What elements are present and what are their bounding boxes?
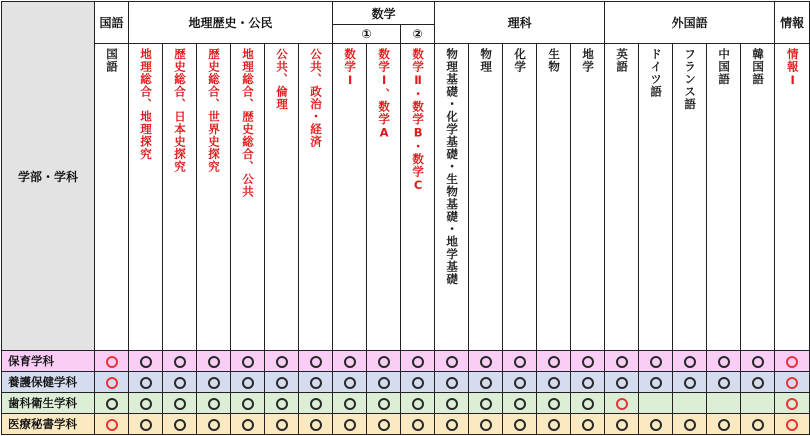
mark-cell xyxy=(571,414,605,435)
mark-cell xyxy=(163,414,197,435)
table-row xyxy=(2,372,810,393)
mark-cell xyxy=(503,393,537,414)
circle-mark-icon xyxy=(718,419,730,431)
mark-cell xyxy=(265,372,299,393)
circle-mark-icon xyxy=(446,377,458,389)
subject-header xyxy=(231,44,265,351)
circle-mark-icon xyxy=(106,356,118,368)
circle-mark-icon xyxy=(140,419,152,431)
circle-mark-icon xyxy=(514,419,526,431)
mark-cell xyxy=(95,351,129,372)
circle-mark-icon xyxy=(582,356,594,368)
subject-header xyxy=(95,44,129,351)
group-header-japanese: 国語 xyxy=(95,2,129,44)
mark-cell xyxy=(605,393,639,414)
circle-mark-icon xyxy=(650,419,662,431)
circle-mark-icon xyxy=(446,356,458,368)
circle-mark-icon xyxy=(480,419,492,431)
department-name: 養護保健学科 xyxy=(2,372,95,393)
mark-cell xyxy=(367,414,401,435)
mark-cell xyxy=(537,393,571,414)
subject-label: 歴史総合、日本史探究 xyxy=(173,48,187,173)
mark-cell xyxy=(639,351,673,372)
circle-mark-icon xyxy=(514,398,526,410)
mark-cell xyxy=(367,372,401,393)
department-rows xyxy=(2,351,810,435)
subject-header xyxy=(537,44,571,351)
mark-cell xyxy=(537,351,571,372)
circle-mark-icon xyxy=(276,377,288,389)
mark-cell xyxy=(741,372,775,393)
circle-mark-icon xyxy=(344,419,356,431)
mark-cell xyxy=(469,414,503,435)
circle-mark-icon xyxy=(514,377,526,389)
circle-mark-icon xyxy=(548,377,560,389)
subject-label: 数学Ⅰ、数学A xyxy=(377,48,392,141)
circle-mark-icon xyxy=(208,377,220,389)
circle-mark-icon xyxy=(786,398,798,410)
math-subgroup-2: ② xyxy=(401,25,435,44)
circle-mark-icon xyxy=(276,419,288,431)
mark-cell xyxy=(265,351,299,372)
circle-mark-icon xyxy=(548,398,560,410)
mark-cell xyxy=(129,414,163,435)
circle-mark-icon xyxy=(174,398,186,410)
group-header-foreign-language: 外国語 xyxy=(605,2,775,44)
mark-cell xyxy=(469,393,503,414)
subject-label: 数学Ⅱ・数学B・数学C xyxy=(411,48,426,193)
circle-mark-icon xyxy=(446,398,458,410)
circle-mark-icon xyxy=(310,398,322,410)
subject-header xyxy=(673,44,707,351)
mark-cell xyxy=(707,393,741,414)
subject-label: 物理基礎・化学基礎・生物基礎・地学基礎 xyxy=(445,48,460,286)
circle-mark-icon xyxy=(616,356,628,368)
mark-cell xyxy=(503,414,537,435)
subject-label: 地理総合、地理探究 xyxy=(139,48,153,161)
circle-mark-icon xyxy=(242,377,254,389)
mark-cell xyxy=(639,393,673,414)
circle-mark-icon xyxy=(582,377,594,389)
circle-mark-icon xyxy=(752,356,764,368)
circle-mark-icon xyxy=(242,419,254,431)
mark-cell xyxy=(435,393,469,414)
mark-cell xyxy=(435,372,469,393)
table-row xyxy=(2,414,810,435)
subject-header xyxy=(299,44,333,351)
mark-cell xyxy=(537,414,571,435)
circle-mark-icon xyxy=(650,377,662,389)
circle-mark-icon xyxy=(718,356,730,368)
circle-mark-icon xyxy=(514,356,526,368)
circle-mark-icon xyxy=(412,398,424,410)
subject-label: 歴史総合、世界史探究 xyxy=(207,48,221,173)
mark-cell xyxy=(503,372,537,393)
mark-cell xyxy=(299,393,333,414)
mark-cell xyxy=(299,351,333,372)
mark-cell xyxy=(571,351,605,372)
department-name: 歯科衛生学科 xyxy=(2,393,95,414)
subject-label: 地理総合、歴史総合、公共 xyxy=(241,48,255,198)
circle-mark-icon xyxy=(548,356,560,368)
mark-cell xyxy=(367,393,401,414)
department-header: 学部・学科 xyxy=(2,2,95,351)
subject-header xyxy=(741,44,775,351)
circle-mark-icon xyxy=(616,377,628,389)
circle-mark-icon xyxy=(684,377,696,389)
subject-label: 公共、倫理 xyxy=(275,48,289,111)
math-subgroup-1: ① xyxy=(333,25,401,44)
mark-cell xyxy=(605,414,639,435)
mark-cell xyxy=(129,372,163,393)
circle-mark-icon xyxy=(378,398,390,410)
circle-mark-icon xyxy=(786,377,798,389)
circle-mark-icon xyxy=(684,356,696,368)
mark-cell xyxy=(299,372,333,393)
mark-cell xyxy=(503,351,537,372)
subject-matrix-table xyxy=(1,1,810,435)
subject-header xyxy=(401,44,435,351)
subject-header xyxy=(571,44,605,351)
mark-cell xyxy=(231,393,265,414)
group-header-science: 理科 xyxy=(435,2,605,44)
mark-cell xyxy=(571,372,605,393)
circle-mark-icon xyxy=(412,377,424,389)
subject-label: 中国語 xyxy=(717,48,732,86)
subject-label: 地学 xyxy=(581,48,596,73)
mark-cell xyxy=(197,414,231,435)
circle-mark-icon xyxy=(174,419,186,431)
circle-mark-icon xyxy=(344,398,356,410)
subject-label: 化学 xyxy=(513,48,528,73)
mark-cell xyxy=(639,372,673,393)
circle-mark-icon xyxy=(650,356,662,368)
mark-cell xyxy=(537,372,571,393)
subject-header xyxy=(333,44,367,351)
subject-label: フランス語 xyxy=(683,48,698,111)
circle-mark-icon xyxy=(106,398,118,410)
mark-cell xyxy=(333,414,367,435)
group-header-information: 情報 xyxy=(775,2,810,44)
mark-cell xyxy=(401,414,435,435)
circle-mark-icon xyxy=(310,377,322,389)
circle-mark-icon xyxy=(718,377,730,389)
circle-mark-icon xyxy=(310,356,322,368)
mark-cell xyxy=(673,393,707,414)
table-row xyxy=(2,393,810,414)
mark-cell xyxy=(231,351,265,372)
circle-mark-icon xyxy=(106,377,118,389)
subject-header xyxy=(639,44,673,351)
mark-cell xyxy=(163,372,197,393)
mark-cell xyxy=(197,393,231,414)
mark-cell xyxy=(231,372,265,393)
circle-mark-icon xyxy=(548,419,560,431)
circle-mark-icon xyxy=(412,356,424,368)
circle-mark-icon xyxy=(174,356,186,368)
circle-mark-icon xyxy=(140,398,152,410)
mark-cell xyxy=(775,414,810,435)
subject-header xyxy=(367,44,401,351)
subject-label: 情報Ⅰ xyxy=(785,48,800,88)
circle-mark-icon xyxy=(140,377,152,389)
subject-header xyxy=(129,44,163,351)
circle-mark-icon xyxy=(446,419,458,431)
mark-cell xyxy=(435,351,469,372)
mark-cell xyxy=(639,414,673,435)
mark-cell xyxy=(707,414,741,435)
subject-header xyxy=(163,44,197,351)
subject-label: 物理 xyxy=(479,48,494,73)
group-header-math: 数学 xyxy=(333,2,435,25)
circle-mark-icon xyxy=(378,377,390,389)
circle-mark-icon xyxy=(412,419,424,431)
circle-mark-icon xyxy=(242,398,254,410)
circle-mark-icon xyxy=(684,419,696,431)
mark-cell xyxy=(95,372,129,393)
mark-cell xyxy=(401,351,435,372)
mark-cell xyxy=(673,351,707,372)
circle-mark-icon xyxy=(616,398,628,410)
subject-header xyxy=(469,44,503,351)
mark-cell xyxy=(571,393,605,414)
circle-mark-icon xyxy=(242,356,254,368)
mark-cell xyxy=(163,393,197,414)
circle-mark-icon xyxy=(752,419,764,431)
circle-mark-icon xyxy=(786,419,798,431)
mark-cell xyxy=(707,372,741,393)
circle-mark-icon xyxy=(378,419,390,431)
mark-cell xyxy=(197,351,231,372)
mark-cell xyxy=(707,351,741,372)
mark-cell xyxy=(469,372,503,393)
mark-cell xyxy=(673,414,707,435)
subject-header xyxy=(503,44,537,351)
mark-cell xyxy=(197,372,231,393)
circle-mark-icon xyxy=(378,356,390,368)
mark-cell xyxy=(95,393,129,414)
mark-cell xyxy=(673,372,707,393)
mark-cell xyxy=(469,351,503,372)
circle-mark-icon xyxy=(106,419,118,431)
mark-cell xyxy=(333,393,367,414)
mark-cell xyxy=(333,351,367,372)
mark-cell xyxy=(163,351,197,372)
subject-label: 韓国語 xyxy=(751,48,766,86)
circle-mark-icon xyxy=(344,356,356,368)
mark-cell xyxy=(129,393,163,414)
circle-mark-icon xyxy=(208,398,220,410)
mark-cell xyxy=(299,414,333,435)
circle-mark-icon xyxy=(208,419,220,431)
subject-label: ドイツ語 xyxy=(649,48,664,98)
mark-cell xyxy=(401,372,435,393)
group-header-geo-history-civics: 地理歴史・公民 xyxy=(129,2,333,44)
circle-mark-icon xyxy=(582,398,594,410)
mark-cell xyxy=(129,351,163,372)
mark-cell xyxy=(605,372,639,393)
subject-header-row xyxy=(2,44,810,351)
mark-cell xyxy=(231,414,265,435)
circle-mark-icon xyxy=(582,419,594,431)
subject-label: 数学Ⅰ xyxy=(343,48,358,88)
circle-mark-icon xyxy=(786,356,798,368)
mark-cell xyxy=(741,414,775,435)
mark-cell xyxy=(95,414,129,435)
subject-header xyxy=(435,44,469,351)
mark-cell xyxy=(265,393,299,414)
mark-cell xyxy=(265,414,299,435)
circle-mark-icon xyxy=(480,398,492,410)
subject-header xyxy=(197,44,231,351)
circle-mark-icon xyxy=(276,356,288,368)
circle-mark-icon xyxy=(480,356,492,368)
subject-label: 公共、政治・経済 xyxy=(309,48,324,148)
table-row xyxy=(2,351,810,372)
mark-cell xyxy=(741,393,775,414)
subject-header xyxy=(265,44,299,351)
circle-mark-icon xyxy=(208,356,220,368)
circle-mark-icon xyxy=(174,377,186,389)
mark-cell xyxy=(775,393,810,414)
circle-mark-icon xyxy=(752,377,764,389)
mark-cell xyxy=(435,414,469,435)
mark-cell xyxy=(775,372,810,393)
mark-cell xyxy=(333,372,367,393)
mark-cell xyxy=(741,351,775,372)
subject-header xyxy=(605,44,639,351)
subject-header xyxy=(707,44,741,351)
department-name: 医療秘書学科 xyxy=(2,414,95,435)
circle-mark-icon xyxy=(480,377,492,389)
circle-mark-icon xyxy=(616,419,628,431)
department-name: 保育学科 xyxy=(2,351,95,372)
circle-mark-icon xyxy=(310,419,322,431)
subject-label: 生物 xyxy=(547,48,562,73)
subject-label: 国語 xyxy=(105,48,119,73)
subject-header xyxy=(775,44,810,351)
mark-cell xyxy=(367,351,401,372)
circle-mark-icon xyxy=(276,398,288,410)
circle-mark-icon xyxy=(140,356,152,368)
mark-cell xyxy=(605,351,639,372)
mark-cell xyxy=(401,393,435,414)
circle-mark-icon xyxy=(344,377,356,389)
subject-label: 英語 xyxy=(615,48,630,73)
mark-cell xyxy=(775,351,810,372)
